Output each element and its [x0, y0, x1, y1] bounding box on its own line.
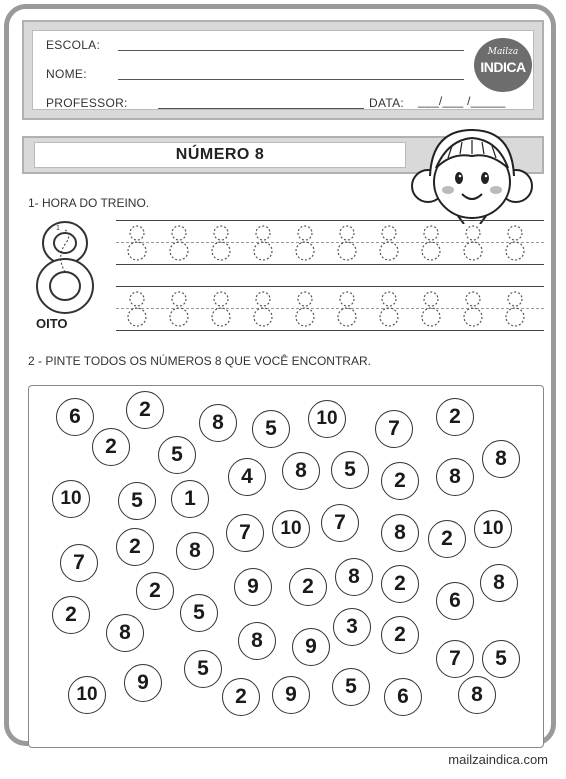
trace-eight-guide[interactable] — [378, 290, 400, 328]
number-circle[interactable]: 8 — [482, 440, 520, 478]
girl-illustration — [408, 124, 536, 224]
number-circle[interactable]: 2 — [381, 565, 419, 603]
number-circle[interactable]: 7 — [375, 410, 413, 448]
digit-word: OITO — [36, 316, 68, 331]
number-circle[interactable]: 9 — [234, 568, 272, 606]
number-circle[interactable]: 5 — [482, 640, 520, 678]
number-circle[interactable]: 10 — [68, 676, 106, 714]
trace-eight-guide[interactable] — [294, 224, 316, 262]
name-label: NOME: — [46, 67, 87, 81]
trace-eight-guide[interactable] — [294, 290, 316, 328]
number-circle[interactable]: 8 — [199, 404, 237, 442]
trace-eight-guide[interactable] — [126, 224, 148, 262]
svg-text:1: 1 — [56, 225, 60, 232]
number-circle[interactable]: 5 — [332, 668, 370, 706]
number-circle[interactable]: 2 — [289, 568, 327, 606]
exercise-1-label: 1- HORA DO TREINO. — [28, 196, 150, 210]
number-circle[interactable]: 7 — [436, 640, 474, 678]
number-circle[interactable]: 6 — [56, 398, 94, 436]
number-circle[interactable]: 8 — [176, 532, 214, 570]
number-circle[interactable]: 2 — [436, 398, 474, 436]
trace-eight-guide[interactable] — [504, 224, 526, 262]
name-line[interactable] — [118, 79, 464, 80]
number-circle[interactable]: 2 — [92, 428, 130, 466]
page-title: NÚMERO 8 — [175, 146, 265, 163]
trace-eight-guide[interactable] — [126, 290, 148, 328]
school-label: ESCOLA: — [46, 38, 101, 52]
number-circle[interactable]: 9 — [292, 628, 330, 666]
number-circle[interactable]: 6 — [436, 582, 474, 620]
trace-eight-guide[interactable] — [504, 290, 526, 328]
number-circle[interactable]: 5 — [184, 650, 222, 688]
school-line[interactable] — [118, 50, 464, 51]
trace-eight-guide[interactable] — [210, 224, 232, 262]
number-circle[interactable]: 7 — [60, 544, 98, 582]
number-circle[interactable]: 1 — [171, 480, 209, 518]
number-circle[interactable]: 10 — [308, 400, 346, 438]
trace-eight-guide[interactable] — [210, 290, 232, 328]
number-circle[interactable]: 9 — [272, 676, 310, 714]
number-circle[interactable]: 10 — [474, 510, 512, 548]
trace-eight-guide[interactable] — [252, 290, 274, 328]
number-circle[interactable]: 2 — [126, 391, 164, 429]
number-circle[interactable]: 8 — [458, 676, 496, 714]
number-circle[interactable]: 7 — [226, 514, 264, 552]
number-circle[interactable]: 2 — [222, 678, 260, 716]
big-eight-digit — [26, 216, 104, 316]
number-circle[interactable]: 8 — [436, 458, 474, 496]
logo-brand-text: INDICA — [480, 59, 526, 75]
number-circle[interactable]: 8 — [480, 564, 518, 602]
number-circle[interactable]: 9 — [124, 664, 162, 702]
number-circle[interactable]: 5 — [252, 410, 290, 448]
number-circle[interactable]: 8 — [106, 614, 144, 652]
trace-eight-guide[interactable] — [420, 224, 442, 262]
brand-logo — [474, 38, 532, 92]
number-circle[interactable]: 2 — [381, 616, 419, 654]
date-label: DATA: — [369, 96, 405, 110]
number-circle[interactable]: 5 — [331, 451, 369, 489]
logo-script-text: Mailza — [487, 47, 519, 57]
number-circle[interactable]: 8 — [335, 558, 373, 596]
trace-eight-guide[interactable] — [168, 224, 190, 262]
trace-eight-guide[interactable] — [378, 224, 400, 262]
exercise-2-label: 2 - PINTE TODOS OS NÚMEROS 8 QUE VOCÊ ENCONTRAR. — [28, 354, 371, 368]
number-circle[interactable]: 10 — [272, 510, 310, 548]
trace-eight-guide[interactable] — [336, 290, 358, 328]
number-circle[interactable]: 8 — [282, 452, 320, 490]
number-circle[interactable]: 2 — [52, 596, 90, 634]
number-circle[interactable]: 5 — [118, 482, 156, 520]
number-circle[interactable]: 2 — [136, 572, 174, 610]
number-circle[interactable]: 2 — [381, 462, 419, 500]
number-circle[interactable]: 10 — [52, 480, 90, 518]
number-circle[interactable]: 7 — [321, 504, 359, 542]
trace-eight-guide[interactable] — [462, 224, 484, 262]
website-footer: mailzaindica.com — [448, 752, 548, 767]
trace-eight-guide[interactable] — [168, 290, 190, 328]
number-circle[interactable]: 8 — [238, 622, 276, 660]
trace-eight-guide[interactable] — [252, 224, 274, 262]
number-circle[interactable]: 2 — [116, 528, 154, 566]
number-circle[interactable]: 6 — [384, 678, 422, 716]
trace-eight-guide[interactable] — [420, 290, 442, 328]
number-circle[interactable]: 4 — [228, 458, 266, 496]
number-circle[interactable]: 3 — [333, 608, 371, 646]
teacher-line[interactable] — [158, 108, 364, 109]
trace-eight-guide[interactable] — [462, 290, 484, 328]
teacher-label: PROFESSOR: — [46, 96, 128, 110]
number-circle[interactable]: 5 — [180, 594, 218, 632]
date-slots[interactable]: ___/___ /_____ — [418, 94, 506, 108]
number-circle[interactable]: 5 — [158, 436, 196, 474]
trace-eight-guide[interactable] — [336, 224, 358, 262]
title-panel — [34, 142, 406, 168]
number-circle[interactable]: 8 — [381, 514, 419, 552]
number-circle[interactable]: 2 — [428, 520, 466, 558]
